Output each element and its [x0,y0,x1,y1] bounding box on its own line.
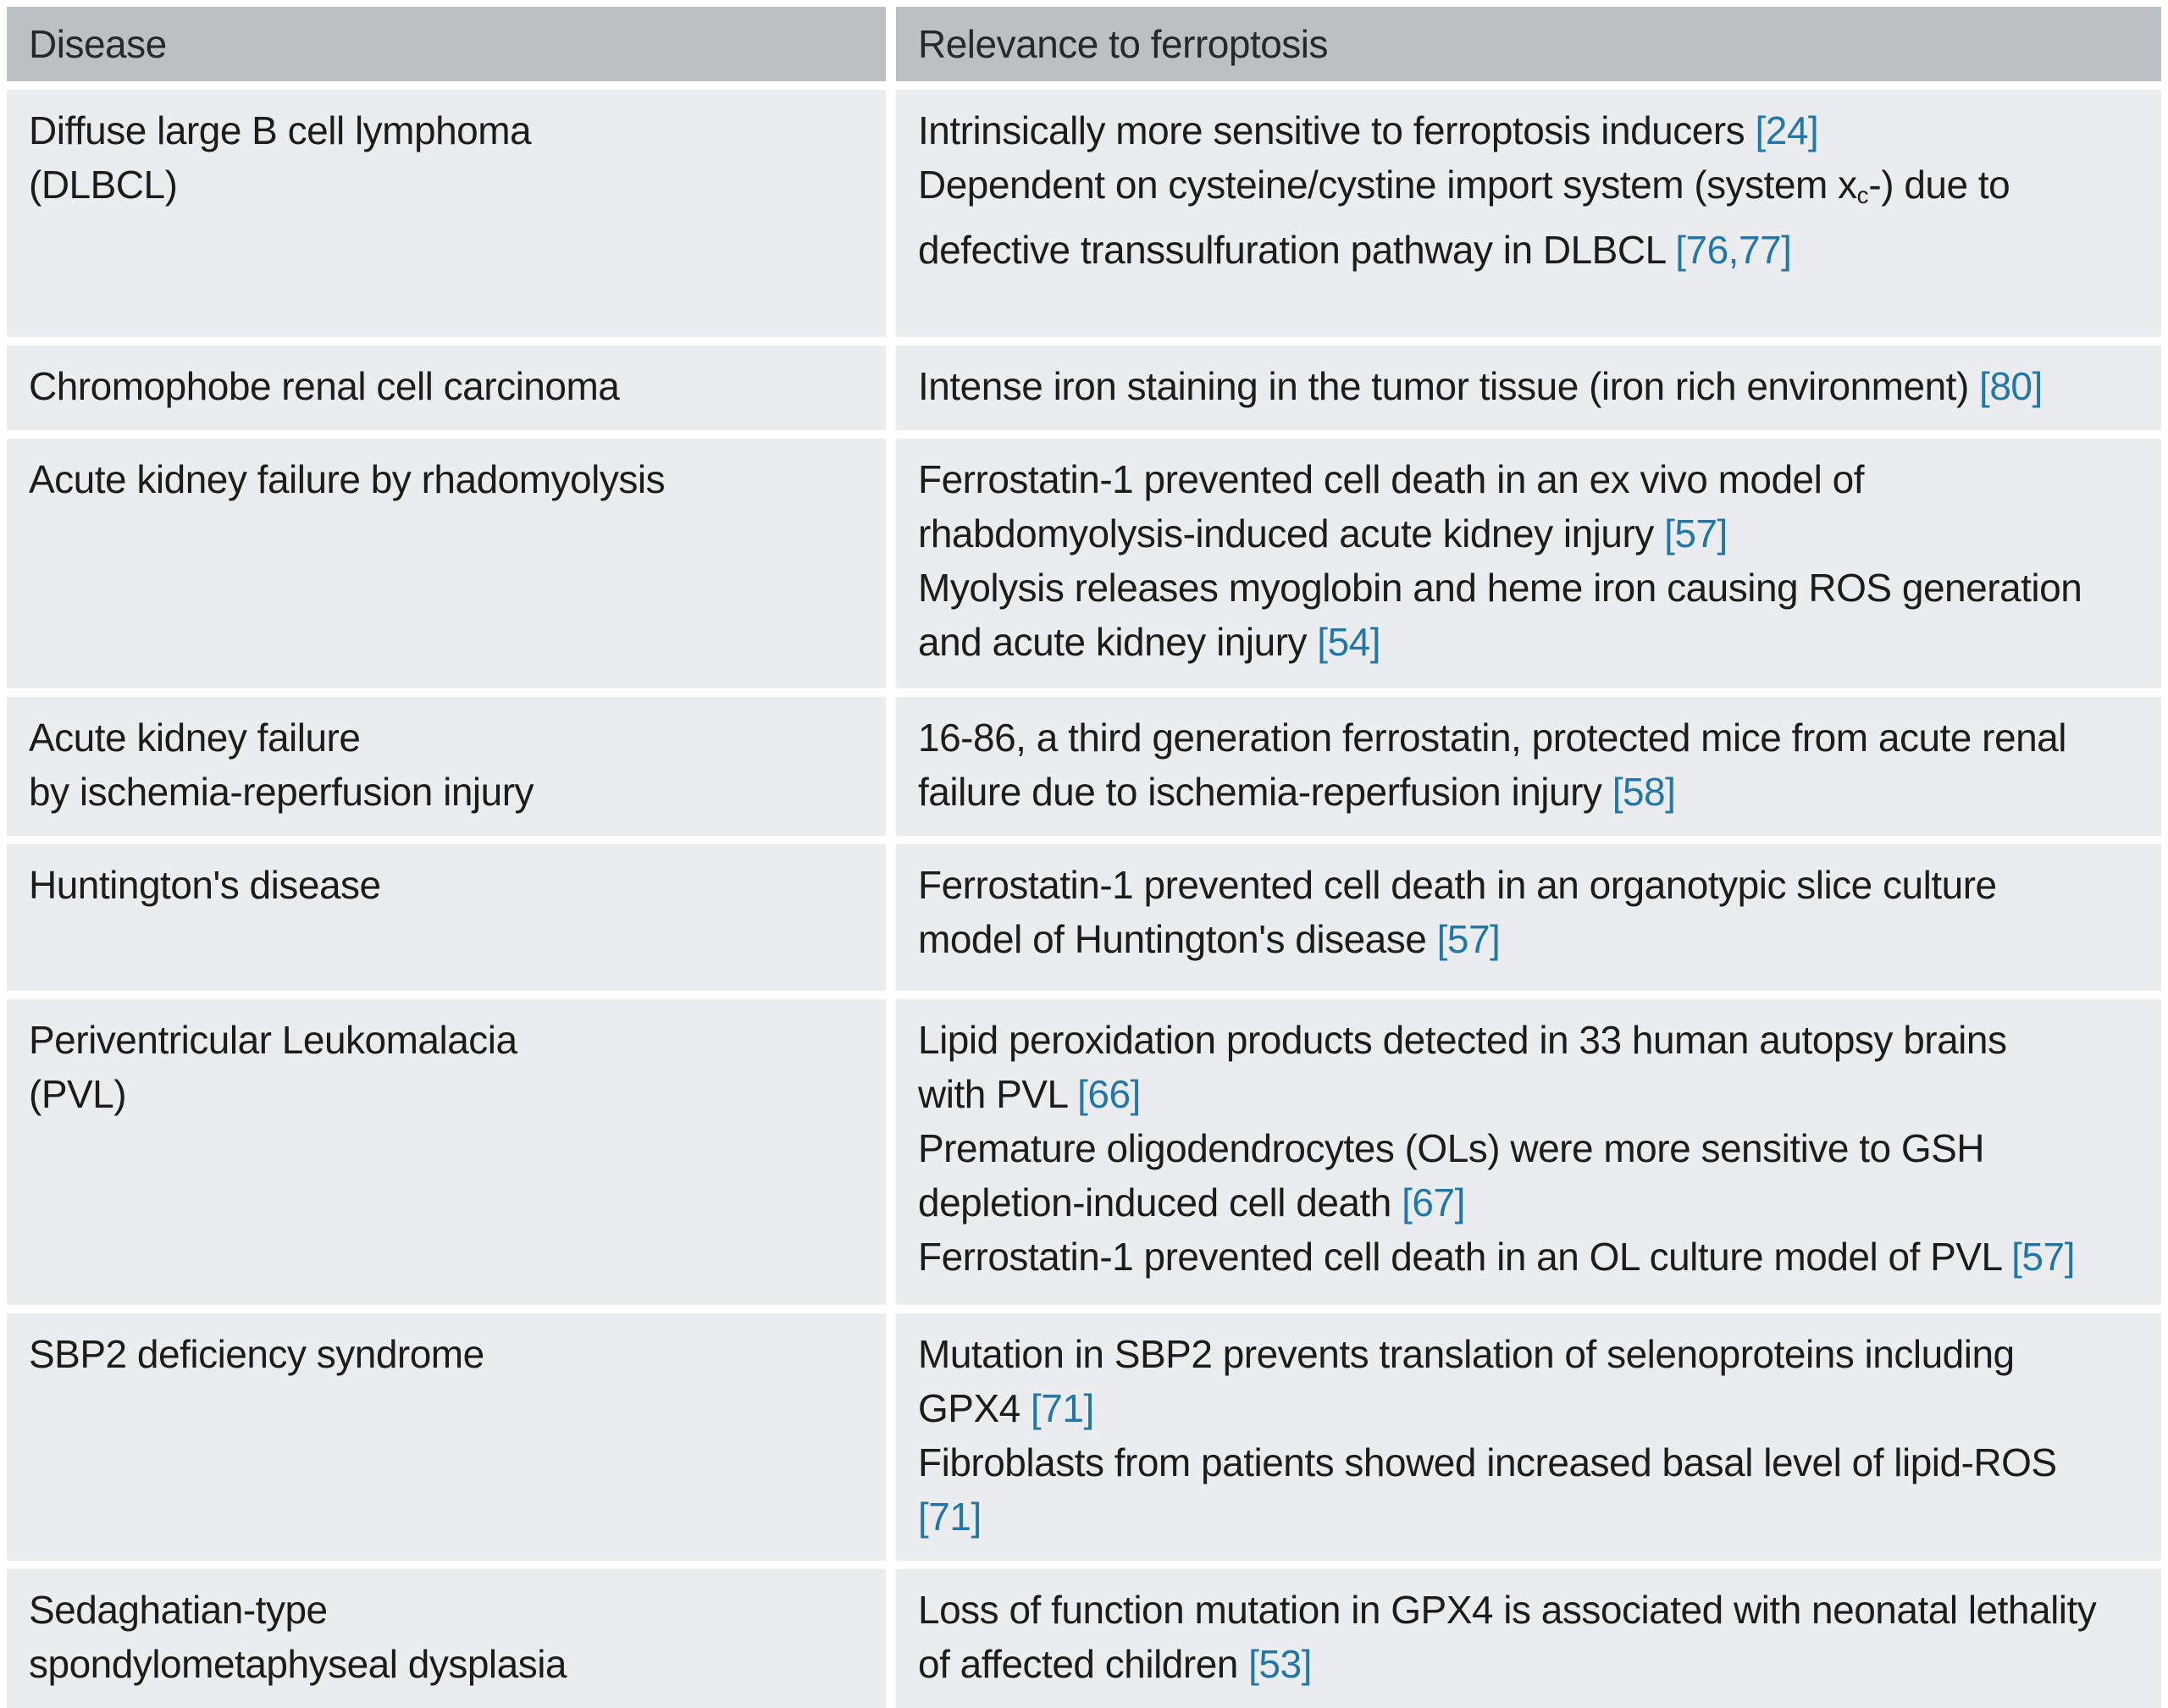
table-row [7,439,2161,688]
relevance-text-line [918,912,2138,966]
text-segment: GPX4 [918,1386,1031,1430]
disease-text-line: Sedaghatian-type [29,1588,328,1632]
text-segment: model of Huntington's disease [918,917,1437,961]
text-segment: Ferrostatin-1 prevented cell death in an ex vivo model of [918,457,1865,501]
text-segment: -) due to [1868,163,2010,207]
text-segment: Ferrostatin-1 prevented cell death in an organotypic slice culture [918,863,1997,907]
table-row [7,844,2161,991]
relevance-text-line [918,1067,2138,1121]
relevance-cell [896,1569,2161,1708]
table-row [7,1313,2161,1561]
citation-link[interactable]: [57] [1436,917,1501,961]
relevance-text-line [918,1175,2138,1230]
text-segment: Premature oligodendrocytes (OLs) were more sensitive to GSH [918,1126,1985,1170]
disease-text-line: (PVL) [29,1072,127,1116]
text-segment: defective transsulfuration pathway in DLBCL [918,228,1676,273]
citation-link[interactable]: [58] [1612,770,1676,814]
relevance-text-line [918,223,2138,277]
table-header-row [7,7,2161,81]
relevance-cell [896,1313,2161,1561]
disease-text-line: Acute kidney failure [29,716,361,760]
relevance-text-line [918,1490,2138,1544]
text-segment: failure due to ischemia-reperfusion injury [918,770,1612,814]
column-header-disease: Disease [7,7,886,81]
text-segment: Intrinsically more sensitive to ferroptosis inducers [918,108,1756,152]
relevance-text-line [918,1583,2138,1637]
text-segment: and acute kidney injury [918,620,1318,664]
text-segment: Lipid peroxidation products detected in 33 human autopsy brains [918,1018,2007,1062]
disease-cell [7,1569,886,1708]
table-row [7,1569,2161,1708]
table-row [7,345,2161,430]
relevance-cell [896,844,2161,991]
disease-text-line: Acute kidney failure by rhadomyolysis [29,457,666,501]
citation-link[interactable]: [54] [1317,620,1381,664]
citation-link[interactable]: [71] [1031,1386,1094,1430]
relevance-cell [896,999,2161,1305]
relevance-cell [896,90,2161,337]
disease-text-line: Chromophobe renal cell carcinoma [29,364,620,408]
text-segment: 16-86, a third generation ferrostatin, protected mice from acute renal [918,716,2066,760]
disease-ferroptosis-table [7,7,2161,1708]
disease-text-line: Periventricular Leukomalacia [29,1018,517,1062]
relevance-cell [896,697,2161,836]
relevance-text-line [918,561,2138,615]
relevance-text-line [918,1381,2138,1435]
citation-link[interactable]: [76,77] [1675,228,1792,273]
disease-cell [7,844,886,991]
column-header-relevance: Relevance to ferroptosis [896,7,2161,81]
citation-link[interactable]: [66] [1077,1072,1141,1116]
disease-cell [7,345,886,430]
table-row [7,697,2161,836]
text-segment: rhabdomyolysis-induced acute kidney injury [918,511,1665,556]
disease-text-line: SBP2 deficiency syndrome [29,1332,484,1376]
relevance-text-line [918,103,2138,158]
text-segment: Loss of function mutation in GPX4 is associated with neonatal lethality [918,1588,2097,1632]
relevance-cell [896,345,2161,430]
relevance-text-line [918,1121,2138,1175]
relevance-text-line [918,158,2138,223]
text-segment: depletion-induced cell death [918,1180,1402,1224]
citation-link[interactable]: [67] [1402,1180,1465,1224]
text-segment: Fibroblasts from patients showed increased basal level of lipid-ROS [918,1440,2057,1484]
disease-cell [7,439,886,688]
relevance-text-line [918,452,2138,506]
disease-cell [7,90,886,337]
text-segment: Myolysis releases myoglobin and heme iron causing ROS generation [918,566,2082,610]
citation-link[interactable]: [80] [1979,364,2043,408]
relevance-text-line [918,1435,2138,1490]
disease-cell [7,1313,886,1561]
citation-link[interactable]: [57] [1664,511,1728,556]
relevance-text-line [918,615,2138,669]
relevance-text-line [918,359,2138,413]
text-segment: Intense iron staining in the tumor tissue (iron rich environment) [918,364,1980,408]
citation-link[interactable]: [24] [1755,108,1819,152]
disease-cell [7,999,886,1305]
citation-link[interactable]: [71] [918,1495,982,1539]
table-row [7,999,2161,1305]
text-segment: Dependent on cysteine/cystine import system (system x [918,163,1857,207]
text-segment: Ferrostatin-1 prevented cell death in an OL culture model of PVL [918,1235,2012,1279]
relevance-cell [896,439,2161,688]
disease-text-line: spondylometaphyseal dysplasia [29,1642,567,1686]
relevance-text-line [918,1327,2138,1381]
disease-cell [7,697,886,836]
relevance-text-line [918,858,2138,912]
text-segment: with PVL [918,1072,1078,1116]
relevance-text-line [918,506,2138,561]
citation-link[interactable]: [53] [1248,1642,1312,1686]
text-segment: Mutation in SBP2 prevents translation of selenoproteins including [918,1332,2015,1376]
relevance-text-line [918,710,2138,765]
relevance-text-line [918,765,2138,819]
disease-text-line: (DLBCL) [29,163,178,207]
text-segment: c [1856,182,1869,209]
disease-text-line: by ischemia-reperfusion injury [29,770,534,814]
table-row [7,90,2161,337]
citation-link[interactable]: [57] [2011,1235,2075,1279]
text-segment: of affected children [918,1642,1249,1686]
relevance-text-line [918,1230,2138,1284]
disease-text-line: Diffuse large B cell lymphoma [29,108,532,152]
disease-text-line: Huntington's disease [29,863,381,907]
relevance-text-line [918,1013,2138,1067]
relevance-text-line [918,1637,2138,1691]
